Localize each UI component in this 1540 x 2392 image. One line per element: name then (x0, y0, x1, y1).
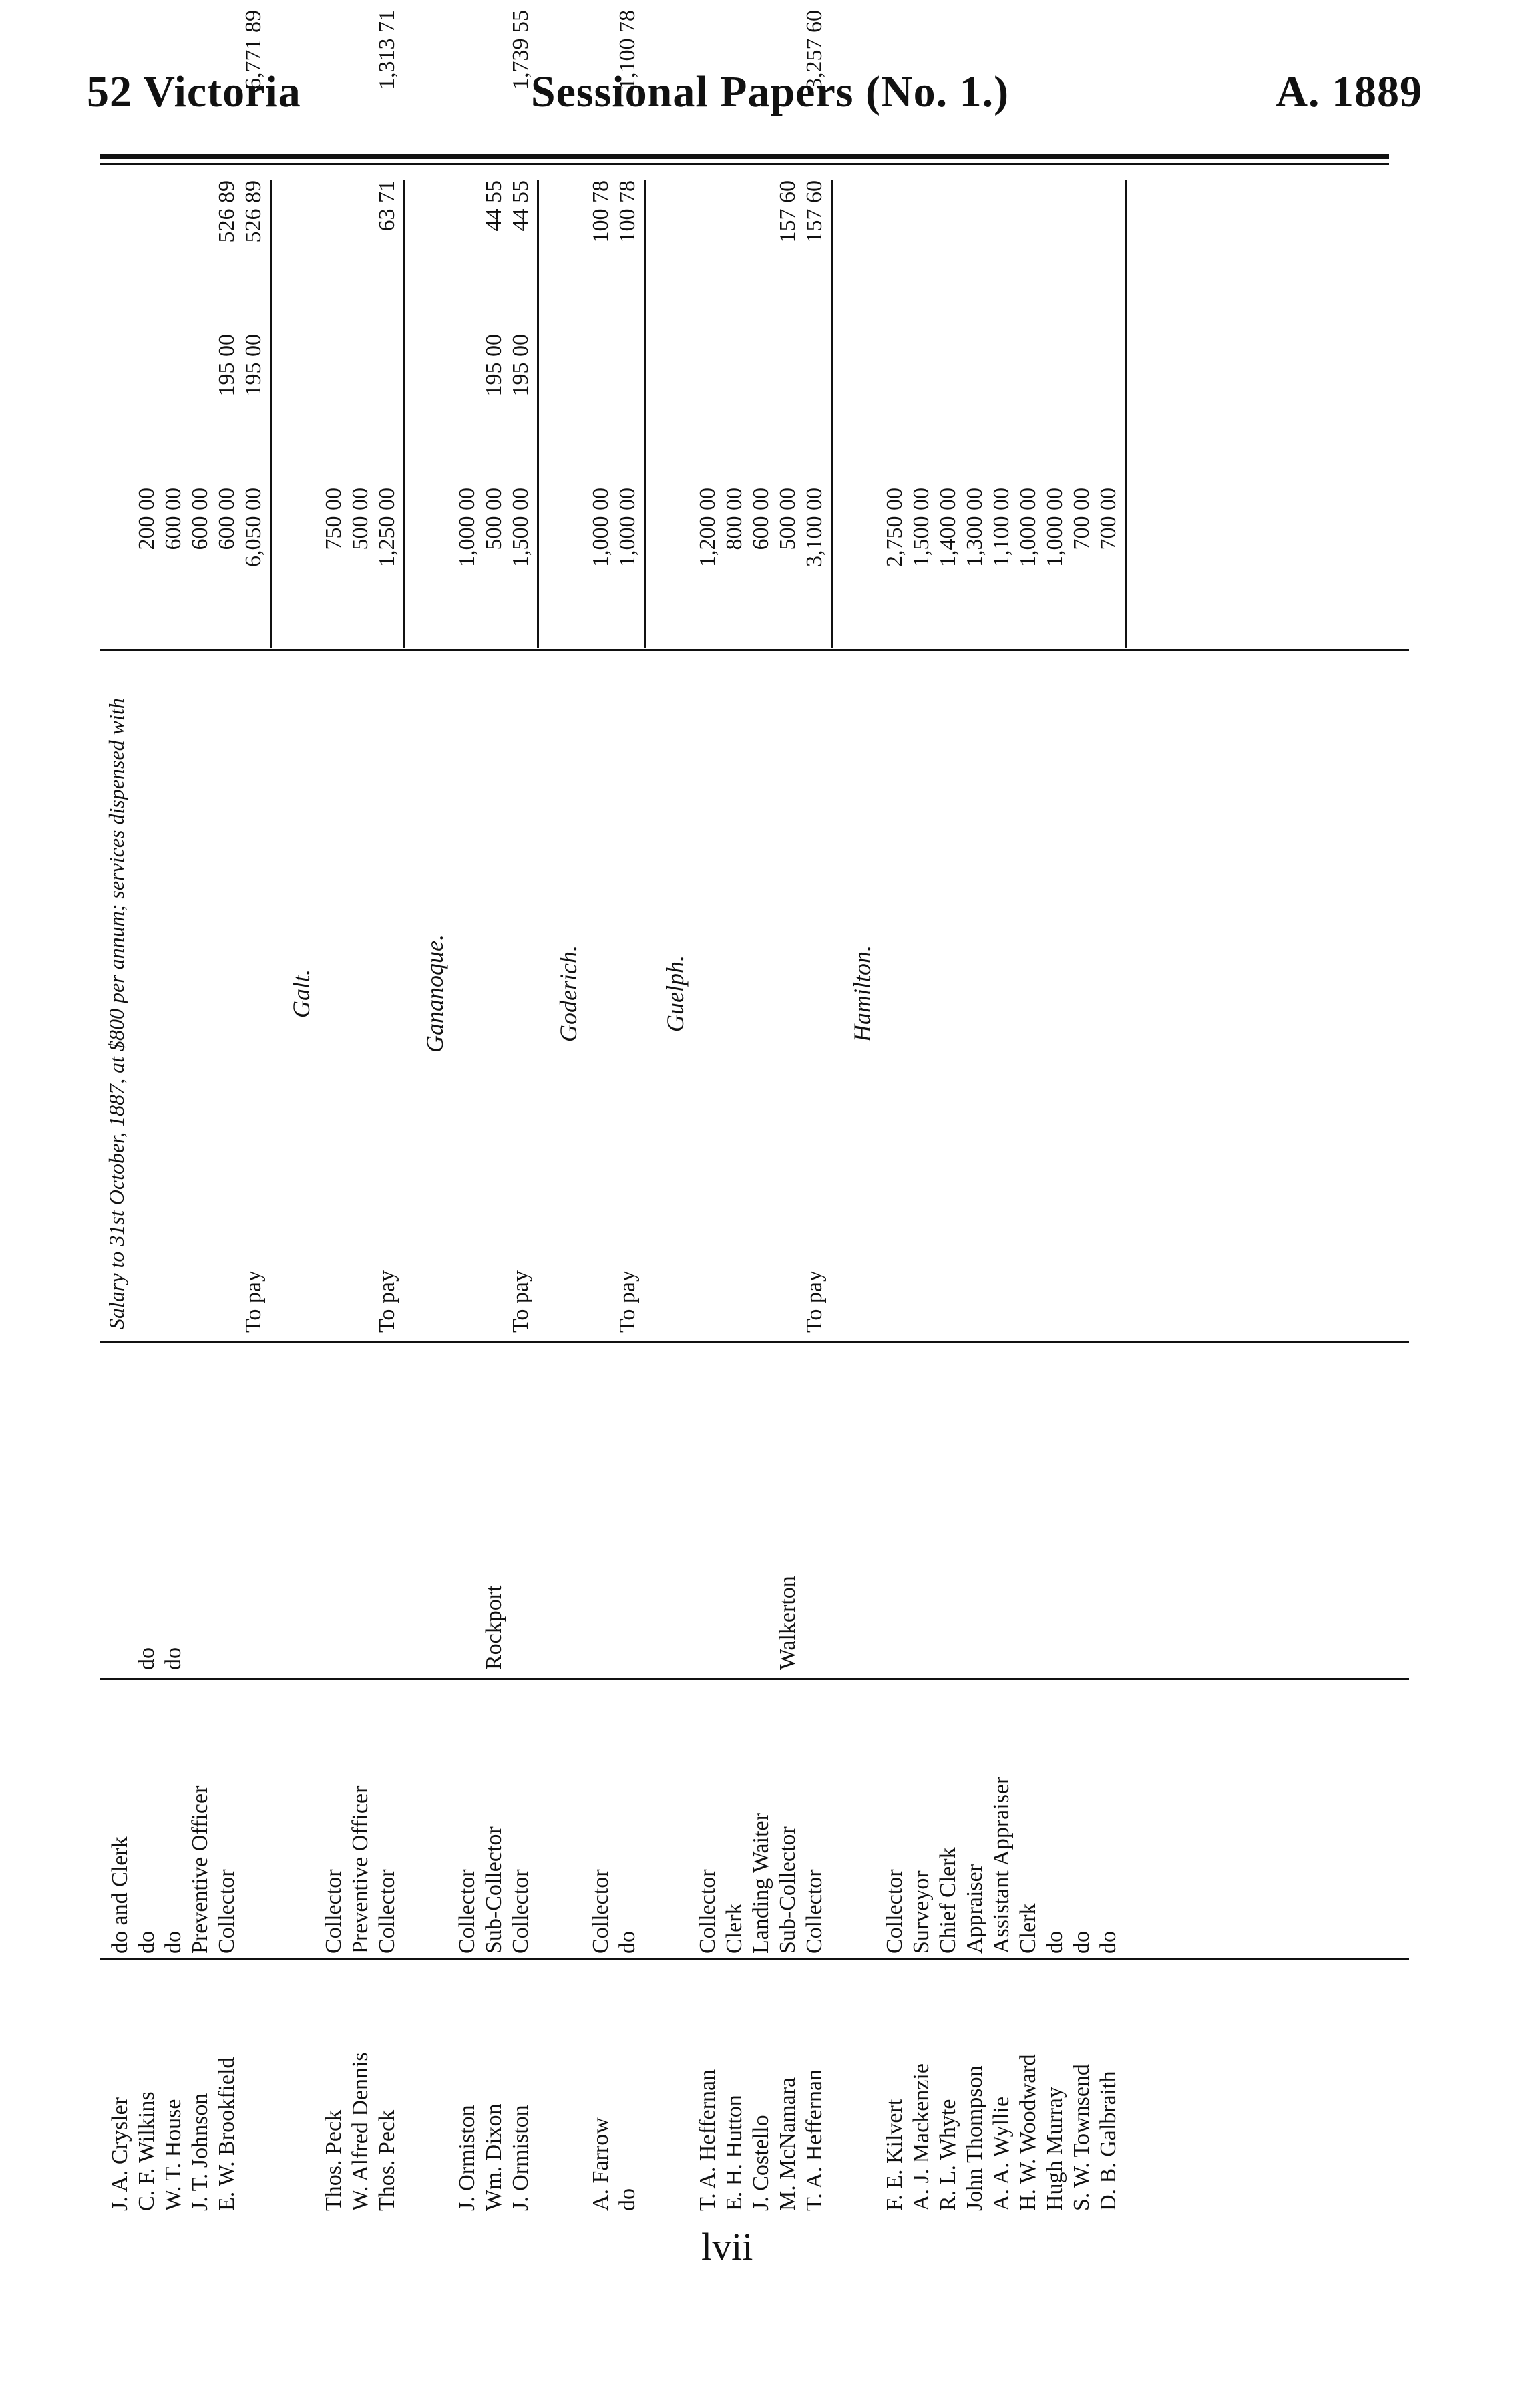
salary-amount (107, 488, 134, 648)
office-title: Sub-Collector (482, 1826, 506, 1954)
total-amount (1042, 10, 1069, 177)
salary-amount: 1,100 00 (989, 488, 1014, 567)
office-title: Collector (882, 1869, 907, 1954)
total-amount (107, 10, 134, 177)
contingency-amount: 157 60 (775, 180, 800, 243)
salary-amount: 800 00 (722, 488, 747, 550)
office-title: do (134, 1931, 159, 1954)
row-description (1042, 655, 1069, 1333)
salary-amount: 1,300 00 (962, 488, 987, 567)
salary-amount: 700 00 (1069, 488, 1094, 550)
port-name (695, 1356, 721, 1670)
contingency-amount (1095, 180, 1122, 327)
total-amount (775, 10, 801, 177)
port-name (935, 1356, 962, 1670)
table-row (321, 167, 347, 2224)
port-name (214, 1356, 240, 1670)
table-row (908, 167, 935, 2224)
salary-amount: 700 00 (1096, 488, 1121, 550)
table-row (1095, 167, 1122, 2224)
extra-amount: 195 00 (508, 334, 533, 397)
contingency-amount (721, 180, 748, 327)
officer-name: A. J. Mackenzie (909, 2063, 934, 2211)
contingency-amount (988, 180, 1015, 327)
officer-name (240, 1964, 267, 2211)
total-amount (962, 10, 988, 177)
total-amount (988, 10, 1015, 177)
section-total-rule (403, 180, 405, 648)
salary-amount: 1,400 00 (936, 488, 960, 567)
port-name (1015, 1356, 1042, 1670)
total-amount (321, 10, 347, 177)
office-title: do (1042, 1931, 1067, 1954)
officer-name: J. A. Crysler (108, 2097, 132, 2211)
extra-amount (908, 334, 935, 481)
office-title: Collector (455, 1869, 479, 1954)
officer-name: Wm. Dixon (482, 2103, 506, 2211)
total-amount (347, 10, 374, 177)
office-title: Clerk (722, 1903, 747, 1954)
salary-amount: 1,250 00 (375, 488, 399, 567)
extra-amount (107, 334, 134, 481)
officer-name: C. F. Wilkins (134, 2091, 159, 2211)
office-title: Landing Waiter (749, 1813, 773, 1954)
contingency-amount: 44 55 (482, 180, 506, 232)
extra-amount (374, 334, 401, 481)
port-name (882, 1356, 908, 1670)
salary-amount: 500 00 (348, 488, 373, 550)
extra-amount (801, 334, 828, 481)
contingency-amount: 100 78 (615, 180, 640, 243)
salary-amount: 600 00 (749, 488, 773, 550)
extra-amount (882, 334, 908, 481)
row-description (321, 655, 347, 1333)
officer-name: J. Ormiston (455, 2105, 479, 2211)
contingency-amount (935, 180, 962, 327)
total-amount (882, 10, 908, 177)
total-amount (1095, 10, 1122, 177)
table-row (347, 167, 374, 2224)
contingency-amount (1015, 180, 1042, 327)
extra-amount (1015, 334, 1042, 481)
salary-amount: 500 00 (775, 488, 800, 550)
salary-amount: 1,000 00 (615, 488, 640, 567)
port-name: Rockport (482, 1585, 506, 1670)
office-title: Assistant Appraiser (989, 1776, 1014, 1954)
office-title: Collector (695, 1869, 720, 1954)
officer-name: J. T. Johnson (188, 2093, 212, 2211)
row-description (988, 655, 1015, 1333)
extra-amount (988, 334, 1015, 481)
table-row (214, 167, 240, 2224)
extra-amount (1069, 334, 1095, 481)
salary-amount: 1,200 00 (695, 488, 720, 567)
section-place-heading: Guelph. (662, 955, 689, 1032)
contingency-amount (160, 180, 187, 327)
port-name (107, 1356, 134, 1670)
total-amount: 1,739 55 (508, 10, 533, 90)
extra-amount (695, 334, 721, 481)
office-title: do (1096, 1931, 1121, 1954)
port-name (988, 1356, 1015, 1670)
total-amount (160, 10, 187, 177)
total-amount (214, 10, 240, 177)
officer-name: W. Alfred Dennis (348, 2052, 373, 2211)
salary-amount: 1,000 00 (1016, 488, 1040, 567)
row-description (1095, 655, 1122, 1333)
office-title: Surveyor (909, 1870, 934, 1954)
section-place-heading: Hamilton. (849, 945, 876, 1043)
officer-name: Thos. Peck (375, 2109, 399, 2211)
table-row (160, 167, 187, 2224)
section-total-rule (537, 180, 539, 648)
table-row (508, 10, 534, 2224)
table-row (775, 167, 801, 2224)
row-description (107, 655, 134, 1333)
office-title: Collector (508, 1869, 533, 1954)
table-row (882, 167, 908, 2224)
contingency-amount: 526 89 (214, 180, 239, 243)
section-total-rule (831, 180, 833, 648)
salary-amount: 2,750 00 (882, 488, 907, 567)
salary-amount: 3,100 00 (802, 488, 827, 567)
extra-amount (614, 334, 641, 481)
row-description (908, 655, 935, 1333)
port-name (908, 1356, 935, 1670)
port-name: do (134, 1647, 159, 1670)
contingency-amount (908, 180, 935, 327)
officer-name: M. McNamara (775, 2077, 800, 2211)
extra-amount (187, 334, 214, 481)
total-amount (908, 10, 935, 177)
office-title: do (615, 1931, 640, 1954)
officer-name: H. W. Woodward (1016, 2054, 1040, 2211)
table-row (1069, 167, 1095, 2224)
port-name (240, 1356, 267, 1670)
salary-amount: 1,500 00 (909, 488, 934, 567)
office-title: Collector (588, 1869, 613, 1954)
office-title: Collector (214, 1869, 239, 1954)
total-amount (935, 10, 962, 177)
salary-amount: 600 00 (161, 488, 186, 550)
table-row (374, 10, 401, 2224)
port-name (321, 1356, 347, 1670)
extra-amount (134, 334, 160, 481)
extra-amount (1095, 334, 1122, 481)
total-amount (588, 10, 614, 177)
port-name: do (161, 1647, 186, 1670)
section-place-heading: Goderich. (555, 945, 582, 1042)
contingency-amount: 157 60 (802, 180, 827, 243)
port-name (374, 1356, 401, 1670)
contingency-amount (695, 180, 721, 327)
port-name (962, 1356, 988, 1670)
page-header-left: 52 Victoria (87, 67, 301, 116)
total-amount: 1,100 78 (615, 10, 640, 90)
officer-name: J. Costello (749, 2115, 773, 2211)
table-row (988, 167, 1015, 2224)
officer-name: A. A. Wyllie (989, 2096, 1014, 2211)
section-total-rule (1125, 180, 1127, 648)
table-row (935, 167, 962, 2224)
table-row (1015, 167, 1042, 2224)
row-description (748, 655, 775, 1333)
extra-amount (321, 334, 347, 481)
row-description (721, 655, 748, 1333)
contingency-amount (187, 180, 214, 327)
salary-note: Salary to 31st October, 1887, at $800 per annum; services dispensed with (104, 698, 128, 1329)
table-row (721, 167, 748, 2224)
extra-amount: 195 00 (241, 334, 266, 397)
office-title: do and Clerk (108, 1836, 132, 1954)
contingency-amount (107, 180, 134, 327)
extra-amount (935, 334, 962, 481)
officer-name: T. A. Heffernan (802, 2069, 827, 2211)
contingency-amount (1069, 180, 1095, 327)
extra-amount (775, 334, 801, 481)
port-name (508, 1356, 534, 1670)
total-amount: 6,771 89 (241, 10, 266, 90)
table-row (481, 167, 508, 2224)
office-title: Chief Clerk (936, 1847, 960, 1954)
total-amount: 1,313 71 (375, 10, 399, 90)
salary-amount: 6,050 00 (241, 488, 266, 567)
officer-name: R. L. Whyte (936, 2099, 960, 2211)
row-description (1069, 655, 1095, 1333)
total-amount (748, 10, 775, 177)
office-title: Sub-Collector (775, 1826, 800, 1954)
total-amount (721, 10, 748, 177)
extra-amount (721, 334, 748, 481)
table-row (454, 167, 481, 2224)
table-row (614, 10, 641, 2224)
salary-amount: 600 00 (214, 488, 239, 550)
salary-amount: 1,500 00 (508, 488, 533, 567)
office-title: Collector (375, 1869, 399, 1954)
contingency-amount: 44 55 (508, 180, 533, 232)
total-amount (1015, 10, 1042, 177)
contingency-amount (321, 180, 347, 327)
row-description: To pay (615, 1270, 640, 1333)
total-amount: 3,257 60 (802, 10, 827, 90)
port-name: Walkerton (775, 1576, 800, 1670)
extra-amount (1042, 334, 1069, 481)
salary-amount: 1,000 00 (455, 488, 479, 567)
contingency-amount (454, 180, 481, 327)
table-row (695, 167, 721, 2224)
row-description (160, 655, 187, 1333)
row-description: To pay (375, 1270, 399, 1333)
total-amount (695, 10, 721, 177)
officer-name: D. B. Galbraith (1096, 2071, 1121, 2211)
extra-amount (160, 334, 187, 481)
table-row (1042, 167, 1069, 2224)
extra-amount (454, 334, 481, 481)
row-description (134, 655, 160, 1333)
contingency-amount (134, 180, 160, 327)
officer-name: J. Ormiston (508, 2105, 533, 2211)
officer-name: John Thompson (962, 2065, 987, 2211)
row-description: To pay (802, 1270, 827, 1333)
salary-amount: 750 00 (321, 488, 346, 550)
salary-amount: 500 00 (482, 488, 506, 550)
section-place-heading: Galt. (288, 969, 315, 1019)
port-name (614, 1356, 641, 1670)
salary-amount: 1,000 00 (1042, 488, 1067, 567)
extra-amount (962, 334, 988, 481)
contingency-amount (748, 180, 775, 327)
officer-name: do (615, 2188, 640, 2211)
salary-amount: 200 00 (134, 488, 159, 550)
port-name (454, 1356, 481, 1670)
table-row (240, 10, 267, 2224)
contingency-amount (347, 180, 374, 327)
row-description (187, 655, 214, 1333)
row-description (882, 655, 908, 1333)
row-description (1015, 655, 1042, 1333)
office-title: do (161, 1931, 186, 1954)
office-title: do (1069, 1931, 1094, 1954)
office-title: Appraiser (962, 1864, 987, 1954)
port-name (187, 1356, 214, 1670)
office-title: Collector (321, 1869, 346, 1954)
officer-name: E. W. Brookfield (214, 2057, 239, 2211)
table-row (801, 10, 828, 2224)
section-total-rule (270, 180, 272, 648)
extra-amount: 195 00 (482, 334, 506, 397)
row-description (775, 655, 801, 1333)
contingency-amount (882, 180, 908, 327)
row-description (481, 655, 508, 1333)
officer-name: T. A. Heffernan (695, 2069, 720, 2211)
contingency-amount (1042, 180, 1069, 327)
office-title: Collector (802, 1869, 827, 1954)
total-amount (134, 10, 160, 177)
officer-name: A. Farrow (588, 2117, 613, 2211)
table-row (588, 167, 614, 2224)
table-row (962, 167, 988, 2224)
officer-name: W. T. House (161, 2099, 186, 2211)
total-amount (187, 10, 214, 177)
port-name (588, 1356, 614, 1670)
total-amount (481, 10, 508, 177)
salary-amount: 1,000 00 (588, 488, 613, 567)
port-name (347, 1356, 374, 1670)
total-amount (454, 10, 481, 177)
officer-name: E. H. Hutton (722, 2095, 747, 2211)
row-description (695, 655, 721, 1333)
officer-name: Thos. Peck (321, 2109, 346, 2211)
page-header-title: Sessional Papers (No. 1.) (530, 67, 1010, 116)
row-description (347, 655, 374, 1333)
table-row (187, 167, 214, 2224)
total-amount (1069, 10, 1095, 177)
section-place-heading: Gananoque. (421, 934, 448, 1053)
officer-name: Hugh Murray (1042, 2086, 1067, 2211)
extra-amount (748, 334, 775, 481)
row-description (214, 655, 240, 1333)
extra-amount (347, 334, 374, 481)
office-title: Preventive Officer (348, 1785, 373, 1954)
row-description (588, 655, 614, 1333)
office-title: Clerk (1016, 1903, 1040, 1954)
folio-page-number: lvii (701, 2225, 753, 2268)
salary-amount: 600 00 (188, 488, 212, 550)
contingency-amount (962, 180, 988, 327)
office-title: Preventive Officer (188, 1785, 212, 1954)
officer-name: F. E. Kilvert (882, 2099, 907, 2211)
row-description: To pay (508, 1270, 533, 1333)
row-description (935, 655, 962, 1333)
port-name (748, 1356, 775, 1670)
row-description (962, 655, 988, 1333)
table-row (748, 167, 775, 2224)
row-description: To pay (241, 1270, 266, 1333)
port-name (1069, 1356, 1095, 1670)
port-name (1042, 1356, 1069, 1670)
extra-amount (588, 334, 614, 481)
row-description (454, 655, 481, 1333)
contingency-amount: 100 78 (588, 180, 613, 243)
table-row (134, 167, 160, 2224)
table-row (107, 167, 134, 2224)
office-title (240, 1690, 267, 1954)
page-header-right: A. 1889 (1276, 67, 1422, 116)
port-name (1095, 1356, 1122, 1670)
port-name (801, 1356, 828, 1670)
port-name (721, 1356, 748, 1670)
contingency-amount: 63 71 (375, 180, 399, 232)
section-total-rule (644, 180, 646, 648)
extra-amount: 195 00 (214, 334, 239, 397)
officer-name: S. W. Townsend (1069, 2064, 1094, 2211)
contingency-amount: 526 89 (241, 180, 266, 243)
